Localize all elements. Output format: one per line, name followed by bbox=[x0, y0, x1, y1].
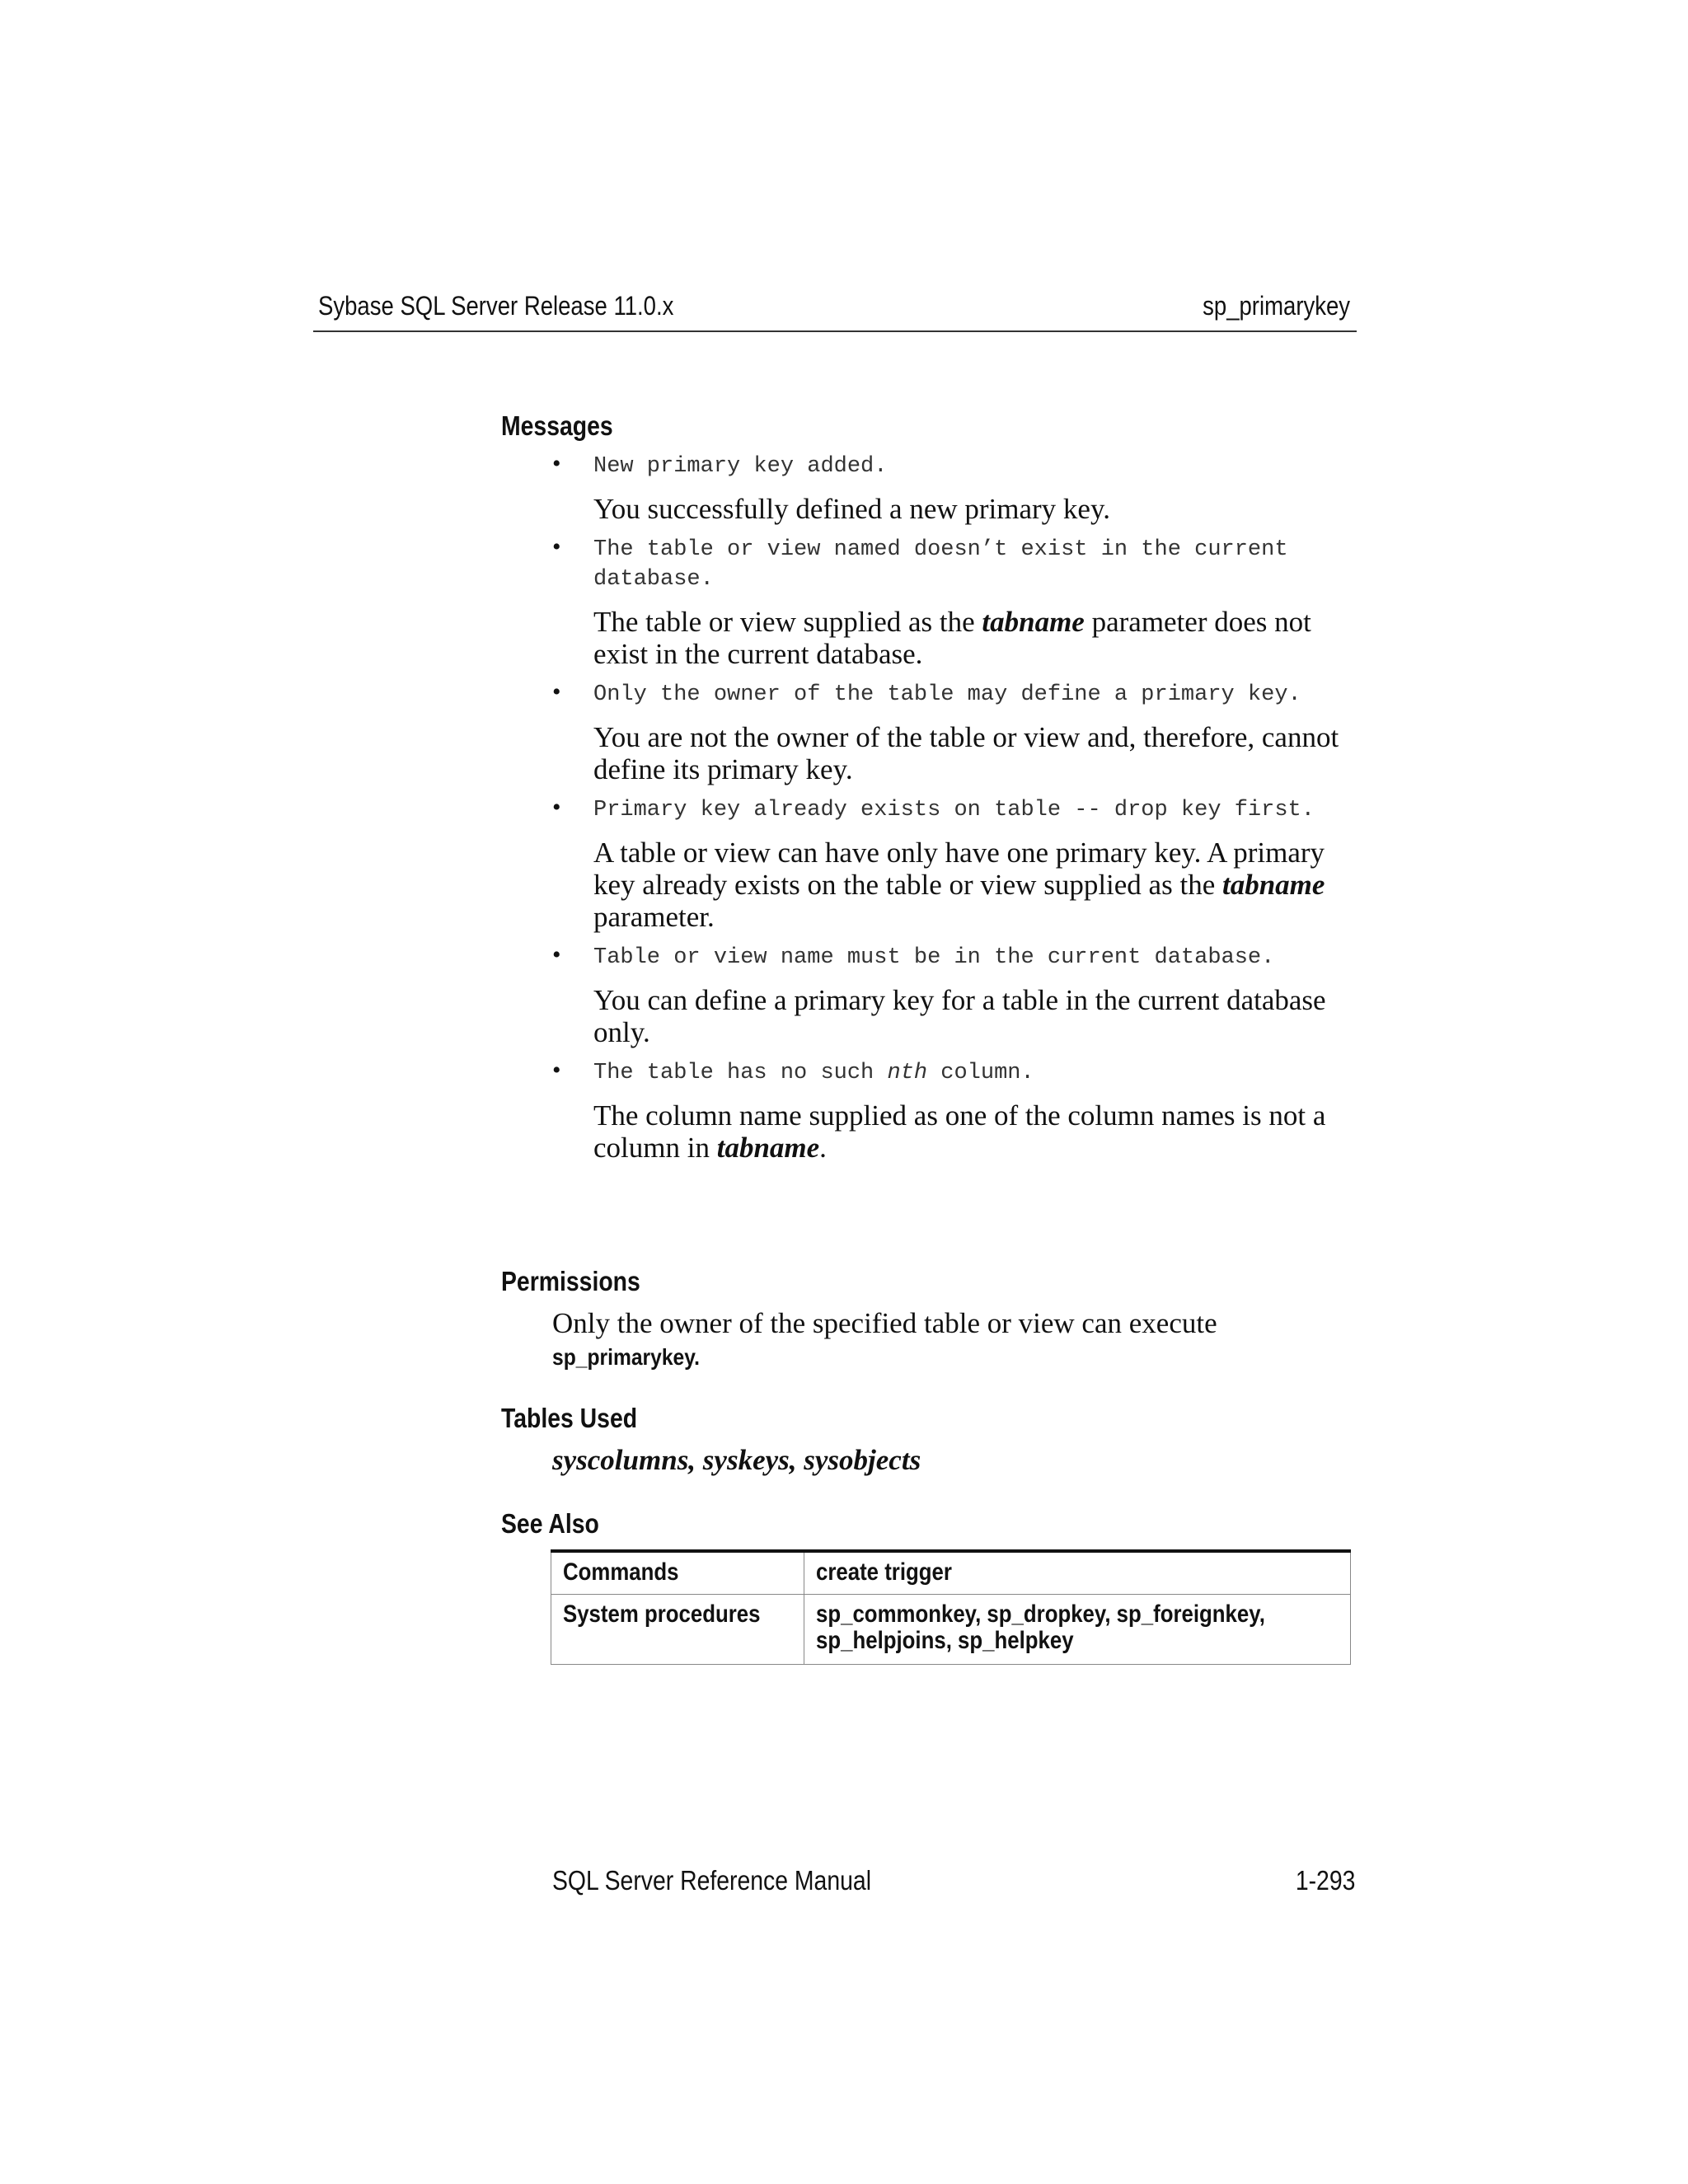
list-item bbox=[552, 1058, 1360, 1164]
code-text: column. bbox=[927, 1061, 1034, 1085]
table-row bbox=[551, 1595, 1351, 1665]
desc-text: The table or view supplied as the bbox=[593, 606, 982, 638]
permissions-sentence: Only the owner of the specified table or view can execute bbox=[552, 1307, 1217, 1339]
message-code: New primary key added. bbox=[593, 454, 888, 479]
desc-text: A table or view can have only have one primary key. A primary key already exists on the table or view supplied as the bbox=[593, 837, 1325, 901]
message-code bbox=[593, 1058, 1360, 1088]
message-description bbox=[593, 837, 1360, 933]
see-also-table bbox=[551, 1549, 1351, 1665]
desc-text: . bbox=[819, 1132, 827, 1164]
message-code: Table or view name must be in the current database. bbox=[593, 945, 1275, 970]
message-code: Only the owner of the table may define a primary key. bbox=[593, 682, 1301, 707]
list-item bbox=[552, 943, 1360, 1048]
cell-text: create trigger bbox=[816, 1558, 953, 1586]
footer-manual-title: SQL Server Reference Manual bbox=[552, 1865, 871, 1896]
list-item bbox=[552, 535, 1360, 670]
desc-text: The column name supplied as one of the column names is not a column in bbox=[593, 1099, 1326, 1164]
cell-text: Commands bbox=[563, 1558, 679, 1586]
cell-text: System procedures bbox=[563, 1601, 761, 1628]
message-code: Primary key already exists on table -- drop key first. bbox=[593, 798, 1315, 823]
see-also-heading: See Also bbox=[501, 1508, 599, 1539]
page-number: 1-293 bbox=[1295, 1865, 1355, 1896]
bullet: • bbox=[552, 941, 561, 968]
running-header bbox=[313, 284, 1357, 332]
messages-list bbox=[552, 452, 1360, 1174]
bullet: • bbox=[552, 533, 561, 560]
param-tabname: tabname bbox=[982, 606, 1085, 638]
permissions-text bbox=[552, 1307, 1360, 1373]
cell-text: sp_commonkey, sp_dropkey, sp_foreignkey, bbox=[816, 1601, 1266, 1628]
code-text: The table has no such bbox=[593, 1061, 888, 1085]
bullet: • bbox=[552, 678, 561, 705]
param-tabname: tabname bbox=[716, 1132, 820, 1164]
table-cell-value bbox=[804, 1551, 1351, 1595]
message-description bbox=[593, 1099, 1360, 1164]
messages-heading: Messages bbox=[501, 410, 613, 441]
command-name: sp_primarykey bbox=[552, 1344, 695, 1370]
list-item bbox=[552, 452, 1360, 525]
message-description: You successfully defined a new primary key. bbox=[593, 493, 1110, 525]
bullet: • bbox=[552, 794, 561, 821]
desc-text: parameter. bbox=[593, 901, 715, 933]
permissions-heading: Permissions bbox=[501, 1266, 640, 1296]
table-cell-label bbox=[551, 1551, 804, 1595]
message-description bbox=[593, 606, 1360, 670]
table-cell-label bbox=[551, 1595, 804, 1665]
param-tabname: tabname bbox=[1221, 869, 1325, 901]
desc-text: parameter does not exist in the current database. bbox=[593, 606, 1311, 670]
message-code: The table or view named doesn’t exist in the current database. bbox=[593, 537, 1301, 592]
code-nth: nth bbox=[887, 1061, 928, 1085]
list-item bbox=[552, 680, 1360, 785]
bullet: • bbox=[552, 450, 561, 477]
table-cell-value bbox=[804, 1595, 1351, 1665]
tables-used-list: syscolumns, syskeys, sysobjects bbox=[552, 1444, 921, 1476]
command-end: . bbox=[694, 1344, 700, 1370]
message-description: You are not the owner of the table or view and, therefore, cannot define its primary key. bbox=[593, 721, 1339, 785]
permissions-command bbox=[552, 1341, 700, 1373]
list-item bbox=[552, 795, 1360, 933]
cell-text: sp_helpjoins, sp_helpkey bbox=[816, 1627, 1075, 1654]
message-description: You can define a primary key for a table in the current database only. bbox=[593, 984, 1326, 1048]
table-row bbox=[551, 1551, 1351, 1595]
header-topic: sp_primarykey bbox=[1203, 291, 1350, 321]
bullet: • bbox=[552, 1057, 561, 1084]
header-release: Sybase SQL Server Release 11.0.x bbox=[318, 291, 674, 321]
tables-used-heading: Tables Used bbox=[501, 1403, 638, 1433]
